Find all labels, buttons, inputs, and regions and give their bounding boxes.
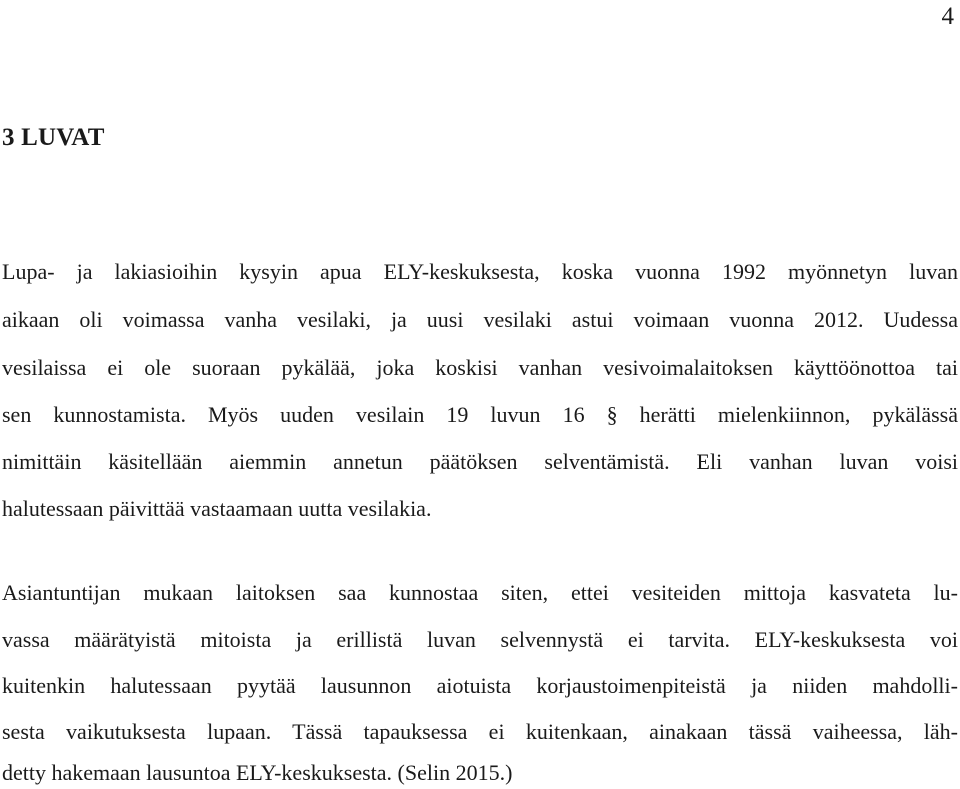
paragraph-line: detty hakemaan lausuntoa ELY-keskuksesta. (Selin 2015.) [2, 760, 513, 785]
section-heading: 3 LUVAT [2, 124, 105, 151]
page-number: 4 [941, 3, 954, 30]
paragraph-line: sen kunnostamista. Myös uuden vesilain 19 luvun 16 § herätti mielenkiinnon, pykälässä [2, 402, 958, 427]
paragraph-line: kuitenkin halutessaan pyytää lausunnon aiotuista korjaustoimenpiteistä ja niiden mahdolli- [2, 673, 958, 698]
paragraph-line: aikaan oli voimassa vanha vesilaki, ja uusi vesilaki astui voimaan vuonna 2012. Uudessa [2, 307, 958, 332]
paragraph-line: Asiantuntijan mukaan laitoksen saa kunnostaa siten, ettei vesiteiden mittoja kasvateta lu- [2, 580, 958, 605]
paragraph-line: vesilaissa ei ole suoraan pykälää, joka koskisi vanhan vesivoimalaitoksen käyttöönottoa tai [2, 355, 958, 380]
paragraph-line: halutessaan päivittää vastaamaan uutta vesilakia. [2, 496, 432, 521]
paragraph-line: Lupa- ja lakiasioihin kysyin apua ELY-keskuksesta, koska vuonna 1992 myönnetyn luvan [2, 259, 958, 284]
paragraph-line: nimittäin käsitellään aiemmin annetun päätöksen selventämistä. Eli vanhan luvan voisi [2, 449, 958, 474]
paragraph-line: vassa määrätyistä mitoista ja erillistä luvan selvennystä ei tarvita. ELY-keskuksesta voi [2, 627, 958, 652]
paragraph-line: sesta vaikutuksesta lupaan. Tässä tapauksessa ei kuitenkaan, ainakaan tässä vaiheessa, läh- [2, 719, 958, 744]
